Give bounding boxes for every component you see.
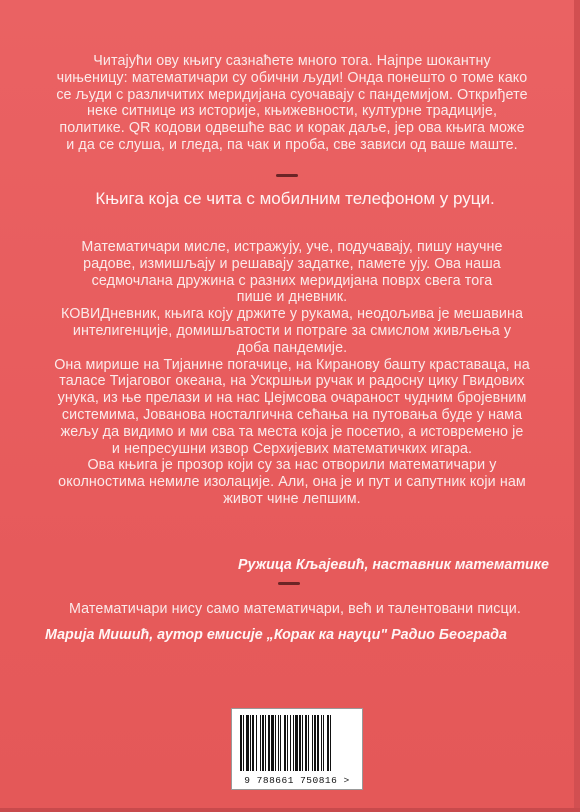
isbn-barcode — [231, 708, 363, 790]
barcode-bars — [238, 715, 356, 771]
divider-dash-2 — [278, 582, 300, 585]
quote-2: Математичари нису само математичари, већ и талентовани писци. — [69, 601, 521, 617]
signature-2: Марија Мишић, аутор емисије „Корак ка науци" Радио Београда — [45, 627, 507, 643]
intro-paragraph: Читајући ову књигу сазнаћете много тога. Најпре шокантну чињеницу: математичари су обични људи! Онда понешто о томе како се људи с различитих меридијана суочавају с пандемијом. Откриђете неке ситнице из историје, књижевности, културне традиције, политике. QR кодови одвешће вас и корак даље, јер ова књига може и да се слуша, и гледа, па чак и проба, све зависи од ваше маште. — [56, 53, 528, 153]
blurb-text: Математичари мисле, истражују, уче, подучавају, пишу научне радове, измишљају и решавају задатке, памете ују. Ова наша седмочлана дружина с разних меридијана поврх свега тога пише и дневник. КОВИДневник, књига коју држите у рукама, неодољива је мешавина интелигенције, домишљатости и потраге за смислом живљења у доба пандемије. Она мирише на Тијанине погачице, на Кирановy башту краставаца, на таласе Тијаговог океана, на Ускршњи ручак и радосну цику Гвидових унука, из ње прелази и на нас Џејмсова очараност чудним бројевним системима, Јованова носталгична сећања на путовања буде у нама жељу да видимо и ми сва та места која је посетио, а истовремено је и непресушни извор Серхијевих математичких игара. Ова књига је прозор који су за нас отворили математичари у околностима немиле изолације. Али, она је и пут и сапутник који нам живот чине лепшим. — [54, 239, 530, 507]
signature-1: Ружица Кљајевић, наставник математике — [237, 557, 549, 573]
barcode-number: 9 788661 750816 > — [244, 775, 350, 786]
cover-edge — [574, 0, 580, 812]
cover-bottom-edge — [0, 808, 580, 812]
tagline: Књига која се чита с мобилним телефоном у руци. — [95, 189, 495, 208]
divider-dash — [276, 174, 298, 177]
